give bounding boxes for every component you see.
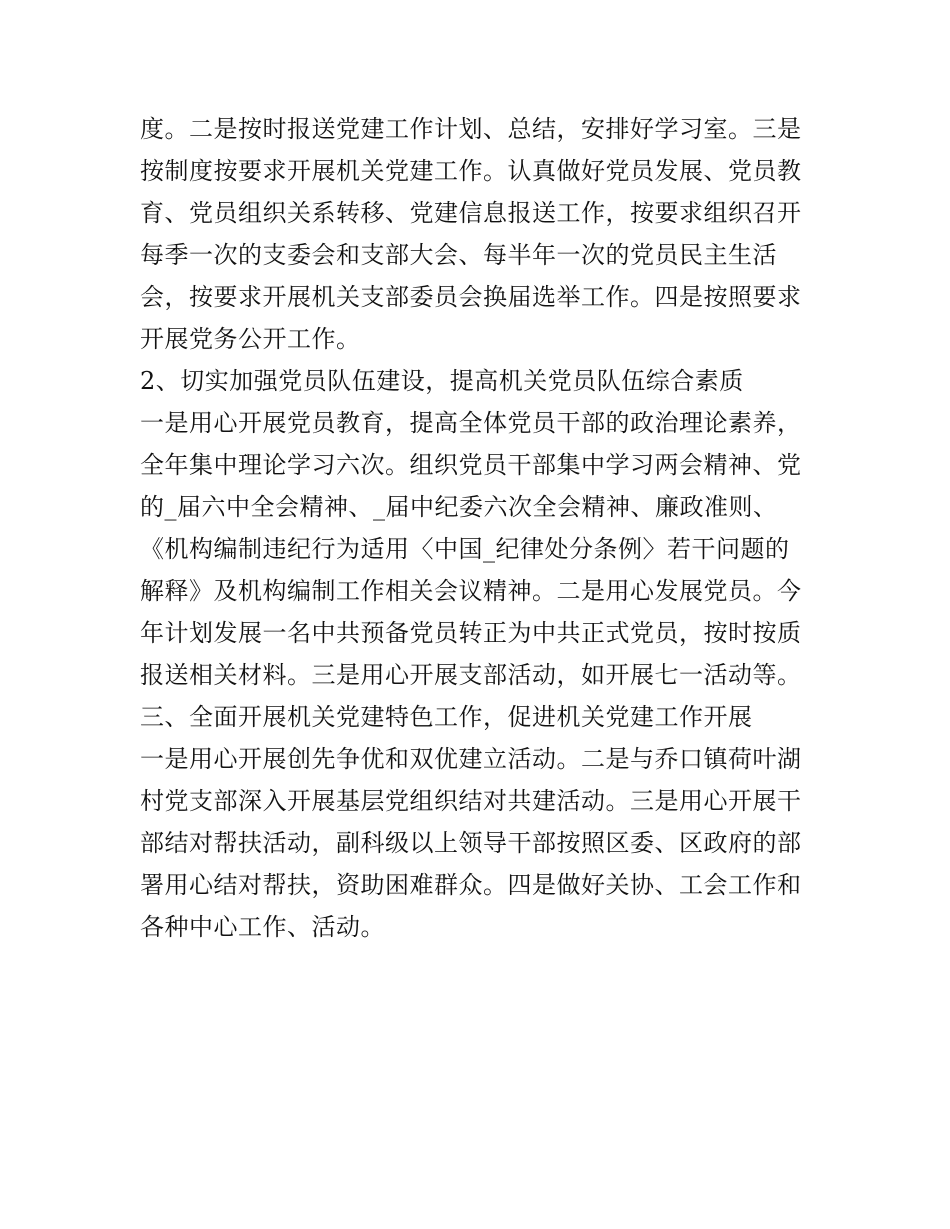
text-line: 一是用心开展创先争优和双优建立活动。二是与乔口镇荷叶湖 — [140, 745, 802, 773]
text-line: 会，按要求开展机关支部委员会换届选举工作。四是按照要求 — [140, 283, 802, 311]
text-line: 每季一次的支委会和支部大会、每半年一次的党员民主生活 — [140, 241, 777, 269]
text-line: 解释》及机构编制工作相关会议精神。二是用心发展党员。今 — [140, 577, 802, 605]
text-line: 村党支部深入开展基层党组织结对共建活动。三是用心开展干 — [140, 787, 802, 815]
text-line: 报送相关材料。三是用心开展支部活动，如开展七一活动等。 — [140, 661, 802, 689]
section-heading-3: 三、全面开展机关党建特色工作，促进机关党建工作开展 — [140, 703, 753, 731]
text-line: 署用心结对帮扶，资助困难群众。四是做好关协、工会工作和 — [140, 871, 802, 899]
text-line: 度。二是按时报送党建工作计划、总结，安排好学习室。三是 — [140, 115, 802, 143]
text-line: 的_届六中全会精神、_届中纪委六次全会精神、廉政准则、 — [140, 493, 778, 521]
section-heading-2: 2、切实加强党员队伍建设，提高机关党员队伍综合素质 — [140, 367, 744, 395]
text-line: 开展党务公开工作。 — [140, 325, 361, 353]
text-line: 按制度按要求开展机关党建工作。认真做好党员发展、党员教 — [140, 157, 802, 185]
document-body-text — [140, 108, 812, 948]
text-line: 年计划发展一名中共预备党员转正为中共正式党员，按时按质 — [140, 619, 802, 647]
text-line: 一是用心开展党员教育，提高全体党员干部的政治理论素养， — [140, 409, 802, 437]
text-line: 全年集中理论学习六次。组织党员干部集中学习两会精神、党 — [140, 451, 802, 479]
text-line: 《机构编制违纪行为适用〈中国_纪律处分条例〉若干问题的 — [140, 535, 790, 563]
text-line: 部结对帮扶活动，副科级以上领导干部按照区委、区政府的部 — [140, 829, 802, 857]
text-line: 各种中心工作、活动。 — [140, 913, 385, 941]
text-line: 育、党员组织关系转移、党建信息报送工作，按要求组织召开 — [140, 199, 802, 227]
